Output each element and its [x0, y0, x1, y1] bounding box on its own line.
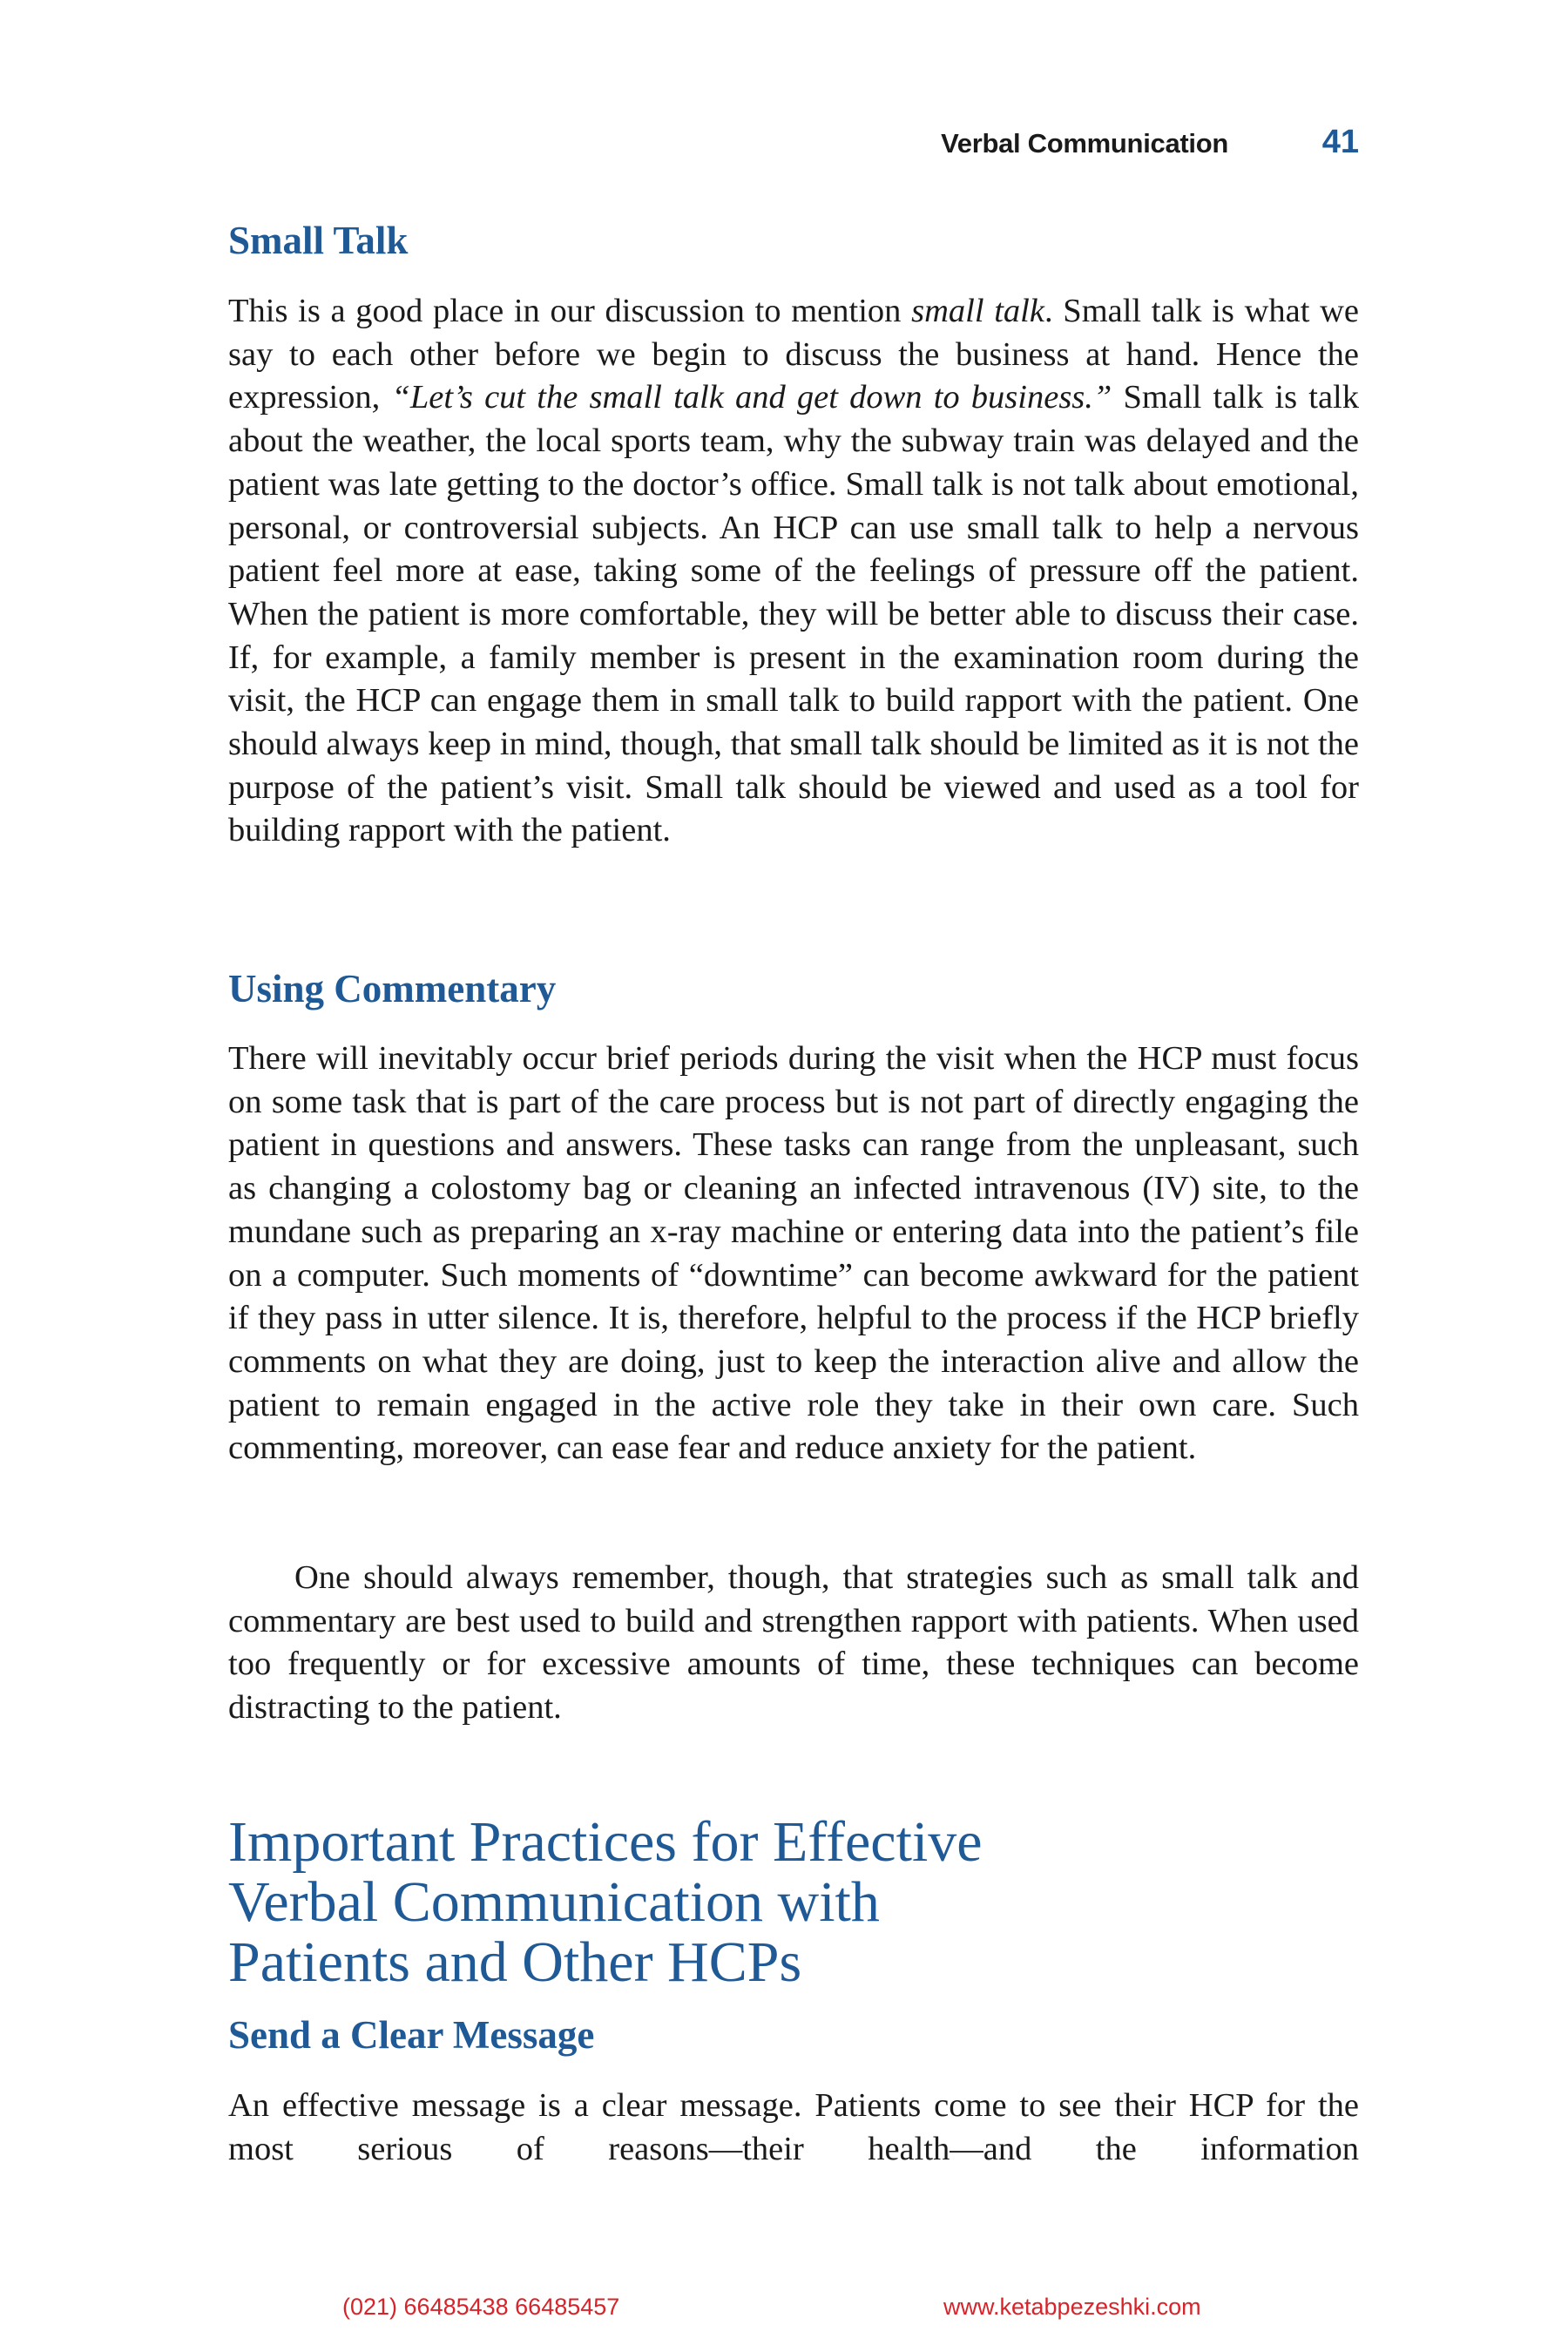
footer-phone: (021) 66485438 66485457 — [342, 2294, 620, 2320]
text-run: This is a good place in our discussion to mention — [228, 293, 912, 329]
text-run: Small talk is talk about the weather, the local sports team, why the subway train was delayed and the patient was late getting to the doctor’s office. Small talk is not talk about emotional, personal, or controversial subjects. An HCP can use small talk to help a nervous patient feel more at ease, taking some of the feelings of pressure off the patient. When the patient is more comfortable, they will be better able to discuss their case. If, for example, a family member is present in the examination room during the visit, the HCP can engage them in small talk to build rapport with the patient. One should always keep in mind, though, that small talk should be limited as it is not the purpose of the patient’s visit. Small talk should be viewed and used as a tool for building rapport with the patient. — [228, 379, 1359, 849]
paragraph-commentary-1: There will inevitably occur brief periods during the visit when the HCP must focus on some task that is part of the care process but is not part of directly engaging the patient in questions and answers. These tasks can range from the unpleasant, such as changing a colostomy bag or cleaning an infected intravenous (IV) site, to the mundane such as preparing an x-ray machine or entering data into the patient’s file on a computer. Such moments of “downtime” can become awkward for the patient if they pass in utter silence. It is, therefore, helpful to the process if the HCP briefly comments on what they are doing, just to keep the interaction alive and allow the patient to remain engaged in the active role they take in their own care. Such commenting, moreover, can ease fear and reduce anxiety for the patient. — [228, 1040, 1359, 1467]
heading-line: Patients and Other HCPs — [228, 1930, 802, 1994]
emphasis-small-talk: small talk — [911, 293, 1044, 329]
emphasis-expression: “Let’s cut the small talk and get down to business.” — [391, 379, 1112, 416]
heading-send-clear-message: Send a Clear Message — [228, 2013, 595, 2057]
page-header — [228, 124, 1359, 161]
paragraph-clear-message: An effective message is a clear message. Patients come to see their HCP for the most serious of reasons—their health—and the information — [228, 2087, 1359, 2167]
page-number: 41 — [1321, 124, 1359, 160]
paragraph-commentary-2: One should always remember, though, that strategies such as small talk and commentary are best used to build and strengthen rapport with patients. When used too frequently or for excessive amounts of time, these techniques can become distracting to the patient. — [228, 1559, 1359, 1727]
heading-using-commentary: Using Commentary — [228, 967, 557, 1010]
text-run: . Small talk is what we say to each other before we begin to discuss the business at hand. Hence the expression, — [228, 293, 1360, 416]
heading-line: Verbal Communication with — [228, 1870, 880, 1934]
heading-line: Important Practices for Effective — [228, 1810, 983, 1874]
paragraph-small-talk — [228, 290, 1359, 853]
running-title: Verbal Communication — [941, 128, 1228, 159]
heading-small-talk: Small Talk — [228, 219, 409, 262]
heading-important-practices — [228, 1812, 983, 1992]
footer-website: www.ketabpezeshki.com — [943, 2294, 1201, 2320]
